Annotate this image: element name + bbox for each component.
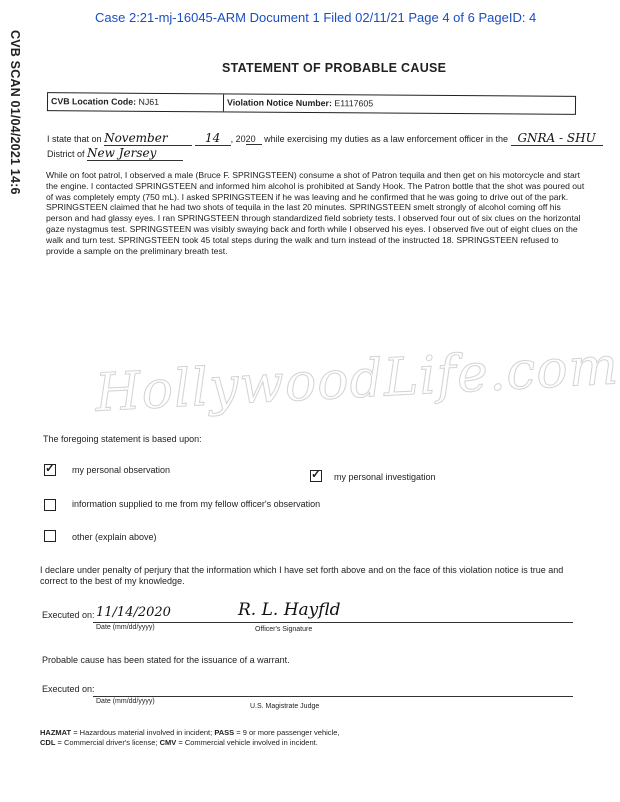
basis-label: The foregoing statement is based upon: — [43, 434, 202, 444]
check-mark-icon: ✓ — [311, 467, 322, 481]
narrative — [46, 170, 586, 266]
executed-date-caption: Date (mm/dd/yyyy) — [96, 624, 155, 631]
district-value: New Jersey — [87, 146, 183, 161]
option-fellow-officer: information supplied to me from my fellow officer's observation — [72, 499, 321, 509]
scan-stamp-text: CVB SCAN 01/04/2021 14:6 — [8, 30, 22, 195]
executed2-label: Executed on: — [42, 684, 95, 694]
executed-label: Executed on: — [42, 610, 95, 620]
statement-month: November — [104, 131, 192, 146]
location-code-label: CVB Location Code: — [50, 96, 137, 107]
cmv-key: CMV — [159, 738, 177, 747]
watermark: HollywoodLife.com — [93, 336, 620, 424]
district-label: District of — [47, 149, 85, 159]
violation-number-value: E1117605 — [334, 98, 374, 109]
statement-line-1 — [47, 131, 603, 146]
executed-line — [93, 622, 573, 623]
cmv-text: = Commercial vehicle involved in incident. — [176, 738, 318, 747]
statement-intro: I state that on — [47, 134, 102, 144]
footnote-line-1 — [40, 728, 339, 738]
option-personal-observation: my personal observation — [72, 465, 171, 475]
check-mark-icon: ✓ — [45, 461, 56, 475]
pass-key: PASS — [214, 728, 235, 737]
case-header: Case 2:21-mj-16045-ARM Document 1 Filed 02/11/21 Page 4 of 6 PageID: 4 — [95, 10, 537, 25]
location-code-value: NJ61 — [138, 96, 160, 107]
checkbox-fellow-officer[interactable] — [44, 499, 56, 511]
scan-stamp — [5, 30, 27, 200]
statement-line-2 — [47, 146, 183, 161]
cdl-key: CDL — [40, 738, 56, 747]
pass-text: = 9 or more passenger vehicle, — [234, 728, 340, 737]
statement-year: 20 — [246, 134, 262, 145]
violation-number-cell — [227, 94, 373, 112]
executed2-date-caption: Date (mm/dd/yyyy) — [96, 698, 155, 705]
statement-day: 14 — [195, 131, 231, 146]
cdl-text: = Commercial driver's license; — [55, 738, 160, 747]
executed2-line — [93, 696, 573, 697]
statement-while: while exercising my duties as a law enforcement officer in the — [264, 134, 509, 144]
declaration: I declare under penalty of perjury that the information which I have set forth above and on the face of this violation notice is true and correct to the best of my knowledge. — [40, 565, 564, 586]
statement-year-sep: , 20 — [230, 134, 246, 144]
code-box — [47, 92, 576, 115]
option-other: other (explain above) — [72, 532, 157, 542]
magistrate-caption: U.S. Magistrate Judge — [250, 703, 320, 710]
narrative-paragraph: While on foot patrol, I observed a male (Bruce F. SPRINGSTEEN) consume a shot of Patron tequila and then get on his motorcycle and start the engine. I contacted SPRINGSTEEN and informed him alcohol is prohibited at Sandy Hook. The Patron bottle that the shot was poured out of was completely empty (750 mL). I asked SPRINGSTEEN if he was leaving and he confirmed that he was going to drive out of the park. SPRINGSTEEN claimed that he had two shots of tequila in the last 20 minutes. SPRINGSTEEN smelt strongly of alcohol coming off his person and had glassy eyes. I ran SPRINGSTEEN through standardized field sobriety tests. I observed four out of six clues on the horizontal gaze nystagmus test. SPRINGSTEEN was visibly swaying back and forth while I observed his eyes. I observed five out of eight clues on the walk and turn test. SPRINGSTEEN took 45 total steps during the walk and turn instead of the instructed 18. SPRINGSTEEN refused to provide a sample on the preliminary breath test. — [46, 170, 585, 256]
statement-unit: GNRA - SHU — [511, 131, 603, 146]
footnote-line-2 — [40, 738, 318, 748]
violation-number-label: Violation Notice Number: — [226, 97, 332, 109]
page-title: STATEMENT OF PROBABLE CAUSE — [222, 61, 447, 75]
hazmat-key: HAZMAT — [40, 728, 72, 737]
checkbox-personal-investigation[interactable] — [310, 467, 322, 482]
probable-cause-text: Probable cause has been stated for the issuance of a warrant. — [42, 655, 290, 665]
hazmat-text: = Hazardous material involved in incident; — [71, 728, 215, 737]
checkbox-personal-observation[interactable] — [44, 461, 56, 476]
officer-signature-caption: Officer's Signature — [255, 626, 313, 633]
checkbox-other[interactable] — [44, 530, 56, 542]
option-personal-investigation: my personal investigation — [334, 472, 436, 482]
executed-date: 11/14/2020 — [96, 605, 171, 620]
officer-signature: R. L. Hayfld — [238, 600, 341, 620]
location-code-cell — [48, 93, 224, 111]
